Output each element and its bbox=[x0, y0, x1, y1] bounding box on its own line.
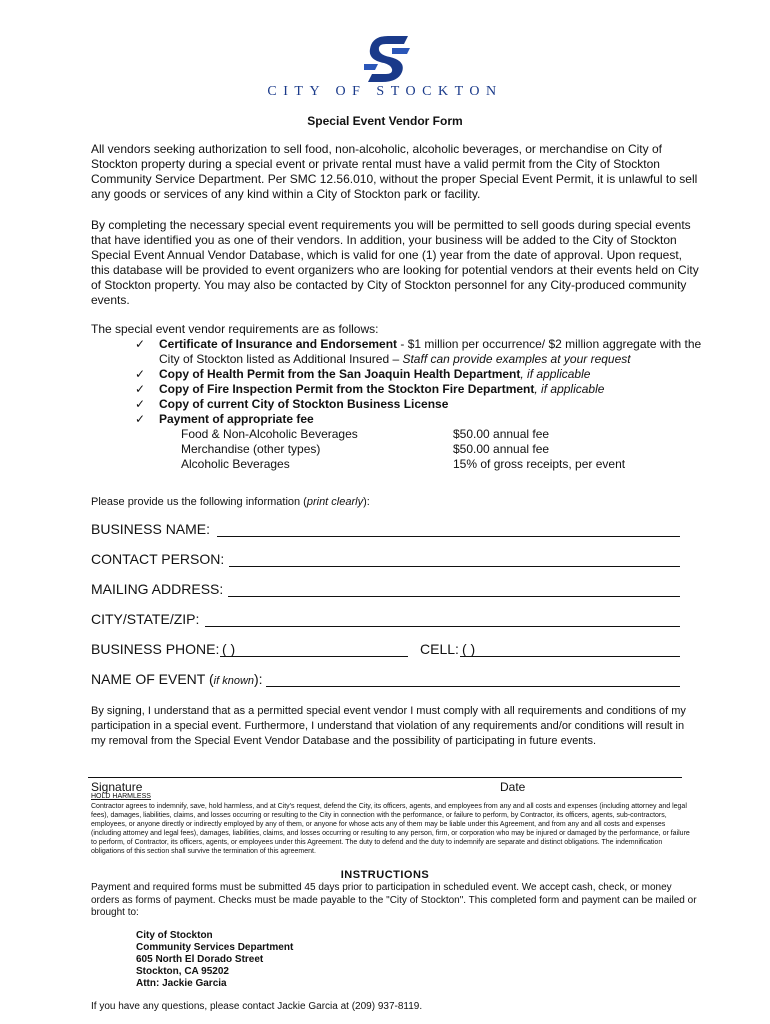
checkmark-icon: ✓ bbox=[135, 412, 146, 426]
event-name-end: ): bbox=[254, 671, 263, 687]
fee-row bbox=[91, 457, 711, 472]
logo-wordmark: CITY OF STOCKTON bbox=[267, 84, 503, 99]
requirement-fire-permit-note: , if applicable bbox=[534, 382, 605, 396]
intro-paragraph-2: By completing the necessary special event requirements you will be permitted to sell goods during special events that have identified you as one of their vendors. In addition, your business will be added to the City of Stockton Special Event Annual Vendor Database, which is valid for one (1) year from the date of approval. Upon request, this database will be provided to event organizers who are looking for potential vendors at their events held on City of Stockton property. You may also be contacted by City of Stockton personnel for any City-produced community events. bbox=[91, 218, 699, 307]
contact-person-label: CONTACT PERSON: bbox=[91, 551, 225, 567]
fee-row bbox=[91, 427, 711, 442]
mailing-address-field[interactable] bbox=[228, 596, 680, 597]
form-prompt-end: ): bbox=[363, 496, 370, 508]
fee-label: Merchandise (other types) bbox=[181, 442, 321, 456]
requirement-fee bbox=[91, 412, 711, 427]
requirement-fire-permit-label: Copy of Fire Inspection Permit from the Stockton Fire Department bbox=[159, 382, 535, 396]
business-phone-paren: ( ) bbox=[222, 641, 236, 657]
instructions-text: Payment and required forms must be submitted 45 days prior to participation in scheduled event. We accept cash, check, or money orders as forms of payment. Checks must be made payable to the "City of Stockton". This completed form and payment can be mailed or brought to: bbox=[91, 882, 697, 918]
fee-label: Alcoholic Beverages bbox=[181, 457, 290, 471]
checkmark-icon: ✓ bbox=[135, 382, 146, 396]
date-label: Date bbox=[500, 780, 526, 794]
city-state-zip-label: CITY/STATE/ZIP: bbox=[91, 611, 200, 627]
fee-amount: $50.00 annual fee bbox=[453, 427, 550, 441]
checkmark-icon: ✓ bbox=[135, 337, 146, 351]
hold-harmless-text: Contractor agrees to indemnify, save, hold harmless, and at City's request, defend the City, its officers, agents, and employees from any and all costs and expenses (including attorney and legal fees), damages, liabilities, claims, and losses occurring or resulting to the City in connection with the performance, or failure to perform, by Contractor, its officers, agents, sub-contractors, employees, or anyone directly or indirectly employed by any of them, or anyone for whose acts any of them may be liable under this Agreement, and from any and all costs and expenses (including attorney and legal fees), damages, liabilities, claims, and losses occurring or resulting to any person, firm, or corporation who may be injured or damaged by the performance, or failure to perform, of Contractor, its officers, agents, or employees under this Agreement. The duty to defend and the duty to indemnify are separate and distinct obligations. The indemnification obligations of this section shall survive the termination of this agreement. bbox=[91, 803, 690, 855]
event-name-label bbox=[91, 671, 263, 687]
city-state-zip-field[interactable] bbox=[205, 626, 680, 627]
intro-paragraph-1: All vendors seeking authorization to sell food, non-alcoholic, alcoholic beverages, or merchandise on City of Stockton property during a special event or private rental must have a valid permit from the City of Stockton Community Service Department. Per SMC 12.56.010, without the proper Special Event Permit, it is unlawful to sell any goods or services of any kind within a City of Stockton park or facility. bbox=[91, 142, 698, 201]
agreement-text: By signing, I understand that as a permitted special event vendor I must comply with all requirements and conditions of my participation in a special event. Furthermore, I understand that violation of any requirements and/or conditions will result in my removal from the Special Event Vendor Database and the possibility of participating in future events. bbox=[91, 705, 686, 747]
requirements-heading: The special event vendor requirements are as follows: bbox=[91, 322, 379, 336]
business-name-field[interactable] bbox=[217, 536, 680, 537]
requirement-insurance-detail: - $1 million per occurrence/ $2 million aggregate with the City of Stockton listed as Additional Insured – bbox=[159, 337, 702, 366]
mailing-address-block bbox=[136, 930, 293, 990]
address-line: 605 North El Dorado Street bbox=[136, 954, 264, 965]
event-name-text: NAME OF EVENT ( bbox=[91, 671, 214, 687]
mailing-address-label: MAILING ADDRESS: bbox=[91, 581, 224, 597]
fee-label: Food & Non-Alcoholic Beverages bbox=[181, 427, 358, 441]
cell-field[interactable] bbox=[460, 656, 680, 657]
requirement-business-license-label: Copy of current City of Stockton Business License bbox=[159, 397, 449, 411]
requirement-insurance-label: Certificate of Insurance and Endorsement bbox=[159, 337, 398, 351]
cell-paren: ( ) bbox=[462, 641, 476, 657]
fee-row bbox=[91, 442, 711, 457]
fee-amount: $50.00 annual fee bbox=[453, 442, 550, 456]
requirement-fire-permit bbox=[91, 382, 711, 397]
requirement-health-permit-label: Copy of Health Permit from the San Joaquin Health Department bbox=[159, 367, 521, 381]
form-prompt-text: Please provide us the following information ( bbox=[91, 496, 307, 508]
checkmark-icon: ✓ bbox=[135, 397, 146, 411]
requirement-fee-label: Payment of appropriate fee bbox=[159, 412, 314, 426]
form-prompt-italic: print clearly bbox=[306, 496, 364, 508]
city-of-stockton-logo bbox=[362, 34, 414, 84]
event-name-italic: if known bbox=[213, 675, 255, 687]
cell-label: CELL: bbox=[420, 641, 459, 657]
address-line: City of Stockton bbox=[136, 930, 213, 941]
requirement-insurance-note: Staff can provide examples at your request bbox=[402, 352, 631, 366]
contact-person-field[interactable] bbox=[229, 566, 680, 567]
requirement-insurance bbox=[91, 337, 711, 367]
signature-line[interactable] bbox=[88, 777, 682, 778]
page-title: Special Event Vendor Form bbox=[307, 114, 463, 128]
hold-harmless-title: HOLD HARMLESS bbox=[91, 793, 151, 800]
business-phone-label: BUSINESS PHONE: bbox=[91, 641, 220, 657]
requirement-business-license bbox=[91, 397, 711, 412]
address-line: Stockton, CA 95202 bbox=[136, 966, 229, 977]
form-prompt bbox=[91, 496, 370, 508]
address-line: Community Services Department bbox=[136, 942, 294, 953]
fee-amount: 15% of gross receipts, per event bbox=[453, 457, 626, 471]
requirement-health-permit bbox=[91, 367, 711, 382]
instructions-title: INSTRUCTIONS bbox=[340, 869, 430, 881]
address-line: Attn: Jackie Garcia bbox=[136, 978, 227, 989]
requirement-health-permit-note: , if applicable bbox=[520, 367, 591, 381]
event-name-field[interactable] bbox=[266, 686, 680, 687]
contact-text: If you have any questions, please contact Jackie Garcia at (209) 937-8119. bbox=[91, 1001, 423, 1012]
business-name-label: BUSINESS NAME: bbox=[91, 521, 211, 537]
signature-label: Signature bbox=[91, 780, 143, 794]
checkmark-icon: ✓ bbox=[135, 367, 146, 381]
requirements-list bbox=[91, 322, 711, 472]
business-phone-field[interactable] bbox=[220, 656, 408, 657]
